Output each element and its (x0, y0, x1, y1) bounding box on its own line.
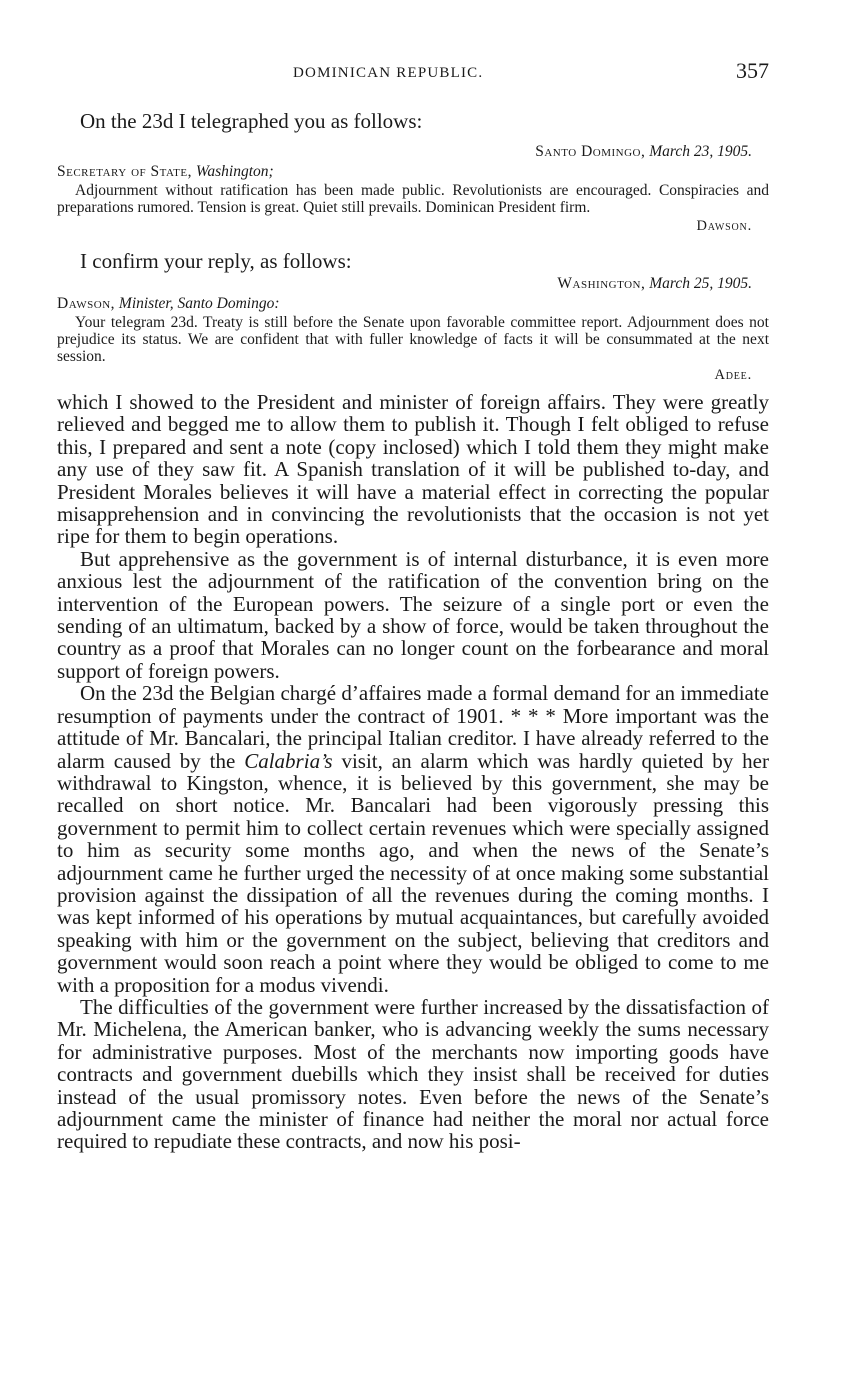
telegram-2-addressee (57, 294, 769, 314)
paragraph-2: But apprehensive as the government is of internal disturbance, it is even more anxious lest the adjournment of the ratification of the convention bring on the intervention of the European powers. The seizure of a single port or even the sending of an ultimatum, backed by a show of force, would be taken throughout the country as a proof that Morales can no longer count on the forbearance and moral support of foreign powers. (57, 546, 769, 683)
paragraph-4: The difficulties of the government were further increased by the dissatisfaction of Mr. Michelena, the American banker, who is advancing weekly the sums necessary for administrative purposes. Most of the merchants now importing goods have contracts and government duebills which they insist shall be received for duties instead of the usual promissory notes. Even before the news of the Senate’s adjournment came the minister of finance had neither the moral nor actual force required to repudiate these contracts, and now his posi- (57, 994, 769, 1154)
paragraph-3-part-a: On the 23d the Belgian chargé d’affaires made a formal demand for an immediate resumption of payments under the contract of 1901. * * * More important was the attitude of Mr. Bancalari, the principal Italian creditor. I have already referred to the alarm caused by the (57, 681, 769, 773)
telegram-1 (57, 108, 769, 236)
telegram-2-addressee-rest: Minister, Santo Domingo: (118, 295, 280, 312)
telegram-2-body: Your telegram 23d. Treaty is still before the Senate upon favorable committee report. Adjournment does not prejudice its status. We are confident that with fuller knowledge of facts it will be consummated at the next session. (57, 314, 769, 365)
telegram-1-place: Santo Domingo, (535, 143, 646, 160)
running-head-title: DOMINICAN REPUBLIC. (293, 65, 484, 81)
telegram-1-addressee (57, 162, 769, 182)
telegram-1-dateline (57, 142, 769, 162)
document-page (57, 56, 769, 1153)
telegram-1-signature: Dawson. (696, 218, 752, 234)
telegram-1-intro: On the 23d I telegraphed you as follows: (80, 109, 423, 133)
telegram-2-intro: I confirm your reply, as follows: (80, 249, 352, 273)
ship-name: Calabria’s (244, 748, 333, 773)
telegram-2-signature: Adee. (714, 367, 752, 383)
telegram-2-dateline (57, 274, 769, 294)
paragraph-1: which I showed to the President and minister of foreign affairs. They were greatly relieved and begged me to allow them to publish it. Though I felt obliged to refuse this, I prepared and sent a note (copy inclosed) which I told them they might make any use of they saw fit. A Spanish translation of it will be published to-day, and President Morales believes it will have a material effect in correcting the popular misapprehension and in convincing the revolutionists that the occasion is not yet ripe for them to begin operations. (57, 390, 769, 549)
page-number: 357 (736, 58, 769, 83)
paragraph-3-part-b: visit, an alarm which was hardly quieted by her withdrawal to Kingston, whence, it is believed by this government, she may be recalled on short notice. Mr. Bancalari had been vigorously pressing this government to permit him to collect certain revenues which were specially assigned to him as security some months ago, and when the news of the Senate’s adjournment came he further urged the necessity of at once making some substantial provision against the dissipation of all the revenues during the coming months. I was kept informed of his operations by mutual acquaintances, but carefully avoided speaking with him or the government on the subject, believing that creditors and government would soon reach a point where they would be obliged to come to me with a proposition for a modus vivendi. (57, 748, 769, 997)
telegram-1-addressee-title: Secretary of State, (57, 163, 192, 180)
body-text (57, 391, 769, 1153)
paragraph-3 (57, 682, 769, 996)
telegram-2-addressee-name: Dawson, (57, 295, 116, 312)
telegram-2-place: Washington, (557, 275, 646, 292)
telegram-1-addressee-place: Washington; (195, 163, 274, 180)
telegram-1-body: Adjournment without ratification has been made public. Revolutionists are encouraged. Conspiracies and preparations rumored. Tension is great. Quiet still prevails. Dominican President firm. (57, 182, 769, 216)
telegram-2 (57, 248, 769, 385)
running-head (57, 56, 769, 86)
telegram-1-date: March 23, 1905. (649, 143, 752, 160)
telegram-2-date: March 25, 1905. (649, 275, 752, 292)
